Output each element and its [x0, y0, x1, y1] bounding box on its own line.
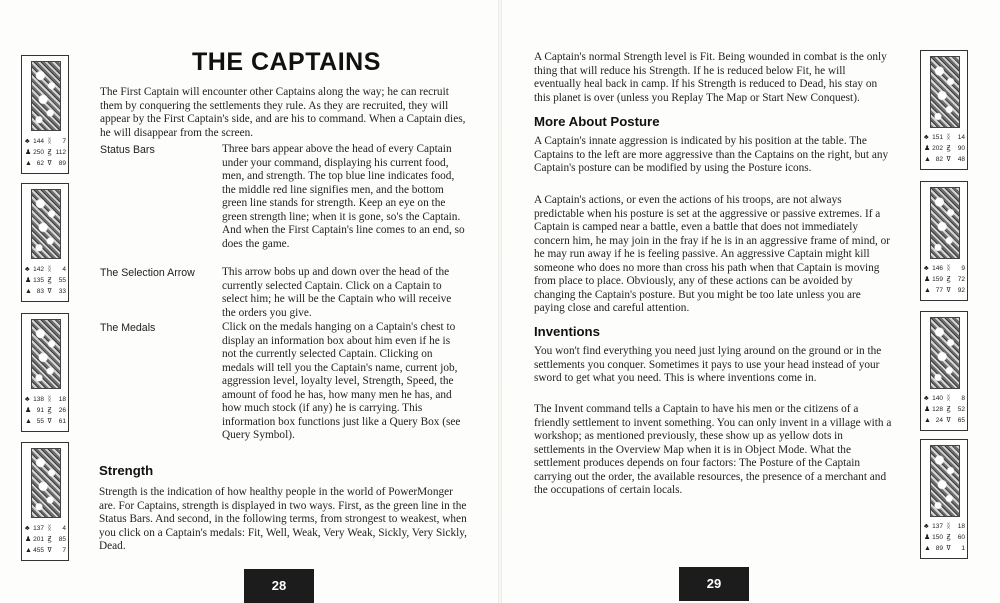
rock-icon: ▲	[25, 160, 32, 167]
carrot-icon: ᛝ	[47, 396, 52, 403]
captain-portrait	[930, 187, 960, 259]
captain-stats: ♣ 140 ᛝ 8 ♟ 128 Ꙃ 52 ▲ 24 ߜ 65	[924, 395, 965, 424]
inventions-paragraph-1: You won't find everything you need just lying around on the ground or in the settlements you conquer. Sometimes it pays to use your head instead of your sword to get what you need. This is where inventions come in.	[534, 345, 882, 384]
sheep-icon: Ꙃ	[946, 276, 951, 283]
definition-selection-arrow: This arrow bobs up and down over the head of the currently selected Captain. Click on a Captain to select him; he will be the Captain who will receive the orders you give.	[222, 266, 452, 319]
tree-icon: ♣	[25, 396, 30, 403]
posture-paragraph-2: A Captain's actions, or even the actions of his troops, are not always predictable when his posture is set at the aggressive or passive extremes. If a Captain is camped near a battle, even a battle that does not immediately concern him, he may join in the fray if he is in an aggressive frame of mind, or he may run away if he is feeling passive. An aggressive Captain might kill someone who does no more than cross his path when that Captain is moving from place to place. Obviously, any of these actions can be avoided by changing the Captain's posture. But you might be too late unless you are paying close and careful attention.	[534, 194, 891, 314]
captain-stats: ♣ 142 ᛝ 4 ♟ 135 Ꙃ 55 ▲ 83 ߜ 33	[25, 266, 66, 295]
carrot-icon: ᛝ	[47, 138, 52, 145]
man-icon: ♟	[25, 277, 32, 284]
man-icon: ♟	[924, 276, 931, 283]
rock-icon: ▲	[25, 547, 32, 554]
captain-card	[21, 442, 69, 561]
strength-continued-paragraph: A Captain's normal Strength level is Fit. Being wounded in combat is the only thing that will reduce his Strength. If he is reduced below Fit, he will eventually heal back in camp. If his Strength is reduced to Dead, his stay on this planet is over (unless you Replay The Map or Start New Conquest).	[534, 51, 887, 104]
rock-icon: ▲	[924, 156, 931, 163]
carrot-icon: ᛝ	[47, 525, 52, 532]
tree-icon: ♣	[25, 266, 30, 273]
carrot-icon: ᛝ	[946, 134, 951, 141]
captain-card	[920, 50, 968, 170]
captain-portrait	[930, 317, 960, 389]
sheep-icon: Ꙃ	[47, 277, 52, 284]
rock-icon: ▲	[25, 418, 32, 425]
tree-icon: ♣	[25, 525, 30, 532]
captain-portrait	[31, 61, 61, 131]
captain-portrait	[31, 189, 61, 259]
tree-icon: ♣	[924, 265, 929, 272]
sheep-icon: Ꙃ	[946, 406, 951, 413]
animal-icon: ߜ	[946, 156, 951, 163]
animal-icon: ߜ	[47, 418, 52, 425]
animal-icon: ߜ	[946, 287, 951, 294]
page-title: THE CAPTAINS	[192, 48, 381, 76]
tree-icon: ♣	[25, 138, 30, 145]
page-fold	[498, 0, 502, 603]
man-icon: ♟	[924, 145, 931, 152]
captain-card	[21, 55, 69, 174]
carrot-icon: ᛝ	[946, 265, 951, 272]
strength-heading: Strength	[99, 463, 154, 478]
captain-stats: ♣ 137 ᛝ 4 ♟ 201 Ꙃ 85 ▲ 455 ߜ 7	[25, 525, 66, 554]
man-icon: ♟	[25, 407, 32, 414]
term-status-bars: Status Bars	[100, 144, 155, 156]
tree-icon: ♣	[924, 134, 929, 141]
captain-card	[21, 313, 69, 432]
rock-icon: ▲	[924, 287, 931, 294]
captain-card	[920, 181, 968, 301]
man-icon: ♟	[924, 534, 931, 541]
posture-paragraph-1: A Captain's innate aggression is indicated by his position at the table. The Captains to the left are more aggressive than the Captains on the right, but any Captain's posture can be modified by using the Posture icons.	[534, 135, 889, 174]
posture-heading: More About Posture	[534, 114, 660, 129]
inventions-heading: Inventions	[534, 324, 600, 339]
term-medals: The Medals	[100, 322, 156, 334]
sheep-icon: Ꙃ	[946, 145, 951, 152]
carrot-icon: ᛝ	[47, 266, 52, 273]
captain-stats: ♣ 151 ᛝ 14 ♟ 202 Ꙃ 90 ▲ 82 ߜ 48	[924, 134, 965, 163]
animal-icon: ߜ	[47, 547, 52, 554]
term-selection-arrow: The Selection Arrow	[100, 267, 195, 279]
rock-icon: ▲	[924, 545, 931, 552]
sheep-icon: Ꙃ	[47, 536, 52, 543]
strength-paragraph: Strength is the indication of how healthy people in the world of PowerMonger are. For Captains, strength is displayed in two ways. First, as the green line in the Status Bars. And second, in the following terms, from strongest to weakest, when you click on a Captain's medals: Fit, Well, Weak, Very Weak, Sickly, Very Sickly, Dead.	[99, 486, 467, 552]
captain-stats: ♣ 144 ᛝ 7 ♟ 250 Ꙃ 112 ▲ 62 ߜ 89	[25, 138, 66, 167]
man-icon: ♟	[25, 149, 32, 156]
man-icon: ♟	[25, 536, 32, 543]
captain-card	[920, 311, 968, 431]
captain-card	[21, 183, 69, 302]
tree-icon: ♣	[924, 523, 929, 530]
page-number: 28	[244, 569, 314, 603]
definition-medals: Click on the medals hanging on a Captain's chest to display an information box about him even if he is not the currently selected Captain. Clicking on medals will tell you the Captain's name, current job, aggression level, loyalty level, Strength, Speed, the amount of food he has, how many men he has, and how much stock (if any) he is carrying. This information box functions just like a Query Box (see Query Symbol).	[222, 321, 461, 441]
sheep-icon: Ꙃ	[946, 534, 951, 541]
sheep-icon: Ꙃ	[47, 149, 52, 156]
carrot-icon: ᛝ	[946, 523, 951, 530]
captain-card	[920, 439, 968, 559]
definition-status-bars: Three bars appear above the head of every Captain under your command, displaying his current food, men, and strength. The top blue line indicates food, the middle red line signifies men, and the bottom green line stands for strength. Keep an eye on the green strength line; when it is gone, so's the Captain. And when the First Captain's line comes to an end, so does the game.	[222, 143, 465, 250]
animal-icon: ߜ	[47, 160, 52, 167]
page-number: 29	[679, 567, 749, 601]
man-icon: ♟	[924, 406, 931, 413]
animal-icon: ߜ	[47, 288, 52, 295]
inventions-paragraph-2: The Invent command tells a Captain to have his men or the citizens of a friendly settlement to invent something. You can only invent in a village with a workshop; as mentioned previously, these show up as yellow dots in settlements in the Overview Map when it is in Object Mode. What the settlement produces depends on four factors: The Posture of the Captain carrying out the order, the available resources, the presence of a merchant and the occupations of certain locals.	[534, 403, 892, 496]
animal-icon: ߜ	[946, 417, 951, 424]
tree-icon: ♣	[924, 395, 929, 402]
rock-icon: ▲	[924, 417, 931, 424]
captain-portrait	[31, 448, 61, 518]
captain-portrait	[930, 56, 960, 128]
captain-portrait	[31, 319, 61, 389]
rock-icon: ▲	[25, 288, 32, 295]
animal-icon: ߜ	[946, 545, 951, 552]
carrot-icon: ᛝ	[946, 395, 951, 402]
intro-paragraph: The First Captain will encounter other Captains along the way; he can recruit them by conquering the settlements they rule. As they are recruited, they will appear by the First Captain's side, and are his to command. When a Captain dies, he will disappear from the screen.	[100, 86, 466, 139]
captain-stats: ♣ 138 ᛝ 18 ♟ 91 Ꙃ 26 ▲ 55 ߜ 61	[25, 396, 66, 425]
captain-stats: ♣ 146 ᛝ 9 ♟ 159 Ꙃ 72 ▲ 77 ߜ 92	[924, 265, 965, 294]
sheep-icon: Ꙃ	[47, 407, 52, 414]
captain-stats: ♣ 137 ᛝ 18 ♟ 150 Ꙃ 60 ▲ 89 ߜ 1	[924, 523, 965, 552]
captain-portrait	[930, 445, 960, 517]
